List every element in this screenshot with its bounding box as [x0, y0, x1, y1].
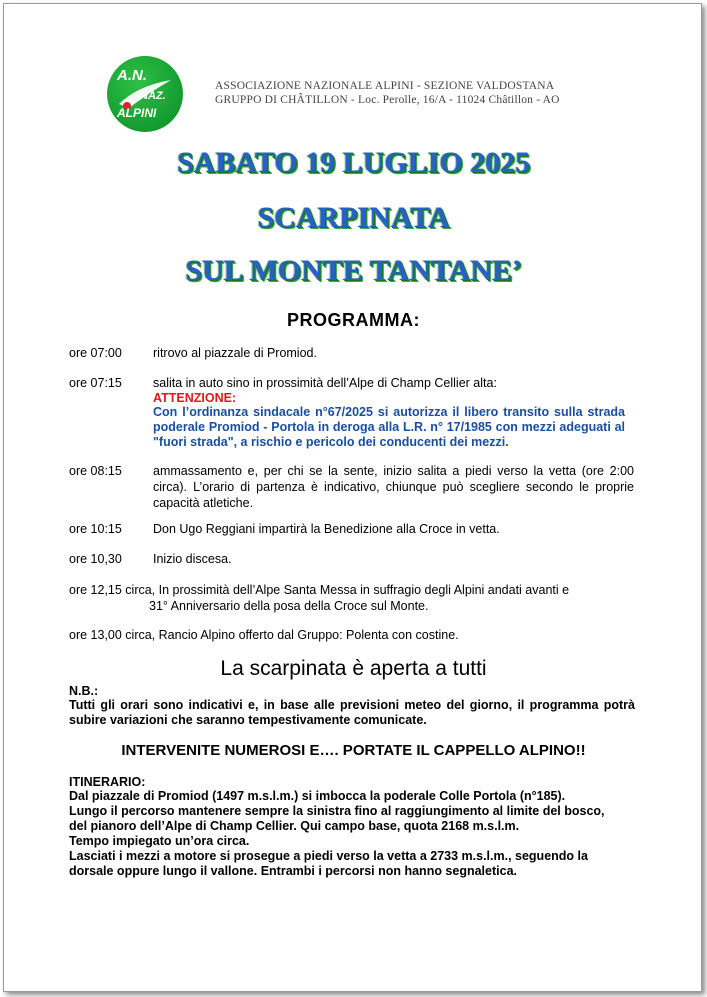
association-address: GRUPPO DI CHÂTILLON - Loc. Perolle, 16/A - 11024 Châtillon - AO: [215, 94, 560, 106]
nb-label: N.B.:: [69, 684, 99, 698]
logo-line2: NAZ.: [140, 90, 166, 102]
call-to-action: INTERVENITE NUMEROSI E…. PORTATE IL CAPPELLO ALPINO!!: [121, 742, 586, 759]
schedule-time: ore 07:15: [69, 376, 122, 390]
association-name: ASSOCIAZIONE NAZIONALE ALPINI - SEZIONE VALDOSTANA: [215, 80, 555, 92]
itinerario-label: ITINERARIO:: [69, 775, 146, 789]
itinerario-text: [69, 789, 639, 879]
schedule-item: [69, 627, 639, 643]
schedule-time: ore 10:15: [69, 522, 122, 536]
attention-text: Con l’ordinanza sindacale n°67/2025 si autorizza il libero transito sulla strada poderale Promiod - Portola in deroga alla L.R. n° 17/1985 con mezzi adeguati al "fuori strada", a rischio e pericolo dei conducenti dei mezzi.: [153, 405, 625, 449]
schedule-item: [69, 582, 639, 614]
schedule-time: ore 12,15 circa,: [69, 583, 156, 597]
event-place-title: SUL MONTE TANTANE’: [185, 254, 522, 287]
ana-logo: [107, 56, 183, 132]
programma-heading: PROGRAMMA:: [287, 310, 420, 330]
event-name-title: SCARPINATA: [257, 201, 450, 234]
itinerario-line: del pianoro dell’Alpe di Champ Cellier. Qui campo base, quota 2168 m.s.l.m.: [69, 819, 520, 833]
schedule-text-continued: 31° Anniversario della posa della Croce sul Monte.: [149, 599, 429, 613]
logo-line3: ALPINI: [117, 106, 157, 120]
schedule-time: ore 10,30: [69, 552, 122, 566]
schedule-time: ore 08:15: [69, 464, 122, 478]
schedule-text: Rancio Alpino offerto dal Gruppo: Polenta con costine.: [158, 628, 459, 642]
itinerario-line: Tempo impiegato un’ora circa.: [69, 834, 250, 848]
schedule-time: ore 07:00: [69, 346, 122, 360]
schedule-text: ammassamento e, per chi se la sente, inizio salita a piedi verso la vetta (ore 2:00 circa). L’orario di partenza è indicativo, chiunque può scegliere secondo le proprie capacità atletiche.: [153, 464, 634, 510]
attention-label: ATTENZIONE:: [153, 391, 237, 405]
schedule-text: Inizio discesa.: [153, 552, 232, 566]
itinerario-line: Lungo il percorso mantenere sempre la sinistra fino al raggiungimento al limite del bosco,: [69, 804, 605, 818]
nb-text: Tutti gli orari sono indicativi e, in base alle previsioni meteo del giorno, il programma potrà subire variazioni che saranno tempestivamente comunicate.: [69, 698, 635, 727]
schedule-text: Don Ugo Reggiani impartirà la Benedizione alla Croce in vetta.: [153, 522, 500, 536]
itinerario-line: Lasciati i mezzi a motore si prosegue a piedi verso la vetta a 2733 m.s.l.m., seguendo la: [69, 849, 588, 863]
event-date-title: SABATO 19 LUGLIO 2025: [176, 146, 531, 179]
schedule-text: In prossimità dell’Alpe Santa Messa in suffragio degli Alpini andati avanti e: [158, 583, 570, 597]
association-header: [215, 79, 560, 107]
schedule-text: salita in auto sino in prossimità dell’Alpe di Champ Cellier alta:: [153, 376, 497, 390]
itinerario-line: Dal piazzale di Promiod (1497 m.s.l.m.) si imbocca la poderale Colle Portola (n°185).: [69, 789, 566, 803]
open-to-all-heading: La scarpinata è aperta a tutti: [220, 657, 487, 680]
itinerario-line: dorsale oppure lungo il vallone. Entrambi i percorsi non hanno segnaletica.: [69, 864, 517, 878]
schedule-time: ore 13,00 circa,: [69, 628, 156, 642]
schedule-text: ritrovo al piazzale di Promiod.: [153, 346, 317, 360]
logo-line1: A.N.: [117, 67, 147, 84]
